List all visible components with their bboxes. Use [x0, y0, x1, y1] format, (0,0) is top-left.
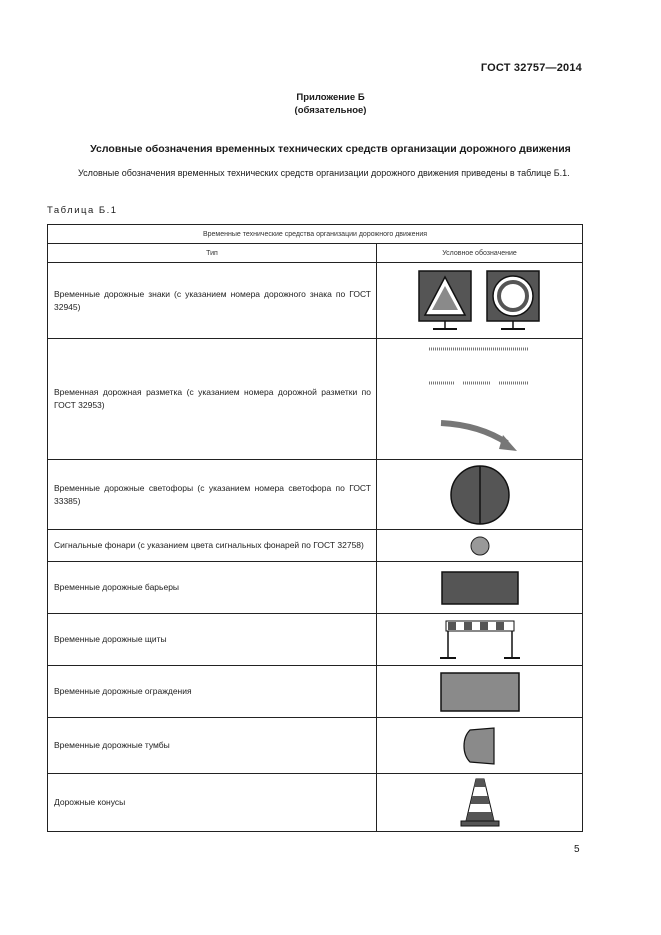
table-row	[48, 263, 583, 339]
traffic-cone-icon	[459, 777, 501, 829]
table-caption-row	[48, 225, 583, 244]
table-row	[48, 774, 583, 832]
row-type-text: Временные дорожные тумбы	[48, 718, 377, 774]
table-row	[48, 666, 583, 718]
row-type-text: Временная дорожная разметка (с указанием номера дорожной разметки по ГОСТ 32953)	[48, 339, 377, 460]
row-type-text: Дорожные конусы	[48, 774, 377, 832]
appendix-title: Приложение Б	[296, 92, 365, 103]
table-row	[48, 530, 583, 562]
row-type-text: Временные дорожные щиты	[48, 614, 377, 666]
table-row	[48, 614, 583, 666]
fence-icon	[439, 671, 521, 713]
table-row	[48, 562, 583, 614]
bollard-icon	[462, 726, 498, 766]
table-row	[48, 718, 583, 774]
row-type-text: Временные дорожные светофоры (с указанием номера светофора по ГОСТ 33385)	[48, 460, 377, 530]
signal-lamp-icon	[468, 534, 492, 558]
table-caption-cell: Временные технические средства организации дорожного движения	[48, 225, 583, 244]
table-row	[48, 339, 583, 460]
column-header-type: Тип	[48, 244, 377, 263]
section-heading: Условные обозначения временных технических средств организации дорожного движения	[90, 143, 571, 155]
appendix-note: (обязательное)	[294, 105, 367, 116]
row-type-text: Временные дорожные знаки (с указанием номера дорожного знака по ГОСТ 32945)	[48, 263, 377, 339]
row-type-text: Временные дорожные ограждения	[48, 666, 377, 718]
barrier-icon	[440, 570, 520, 606]
column-header-symbol: Условное обозначение	[377, 244, 583, 263]
table-header-row	[48, 244, 583, 263]
table-row	[48, 460, 583, 530]
appendix-header	[0, 91, 661, 117]
table-caption: Таблица Б.1	[47, 205, 118, 216]
road-marking-icon	[425, 343, 535, 455]
shield-board-icon	[438, 619, 522, 661]
standard-number: ГОСТ 32757—2014	[480, 62, 582, 74]
row-type-text: Временные дорожные барьеры	[48, 562, 377, 614]
road-sign-pair-icon	[415, 267, 545, 335]
symbols-table	[47, 224, 583, 832]
intro-paragraph: Условные обозначения временных технических средств организации дорожного движения приведены в таблице Б.1.	[78, 168, 570, 178]
traffic-light-icon	[448, 463, 512, 527]
row-type-text: Сигнальные фонари (с указанием цвета сигнальных фонарей по ГОСТ 32758)	[48, 530, 377, 562]
page-number: 5	[574, 844, 580, 855]
